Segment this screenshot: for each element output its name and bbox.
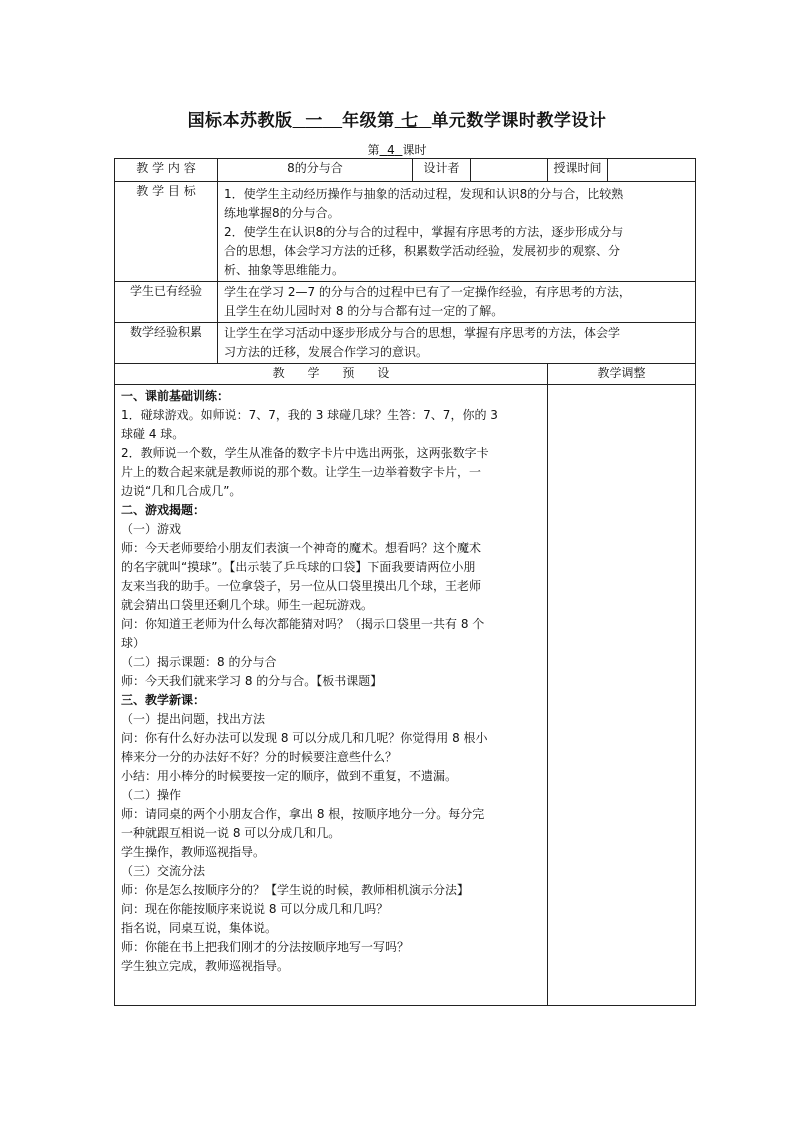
prior-content xyxy=(218,282,696,323)
goals-line: 合的思想，体会学习方法的迁移，积累数学活动经验，发展初步的观察、分 xyxy=(224,244,621,258)
plan-line: 的名字就叫“摸球”。【出示装了乒乓球的口袋】下面我要请两位小朋 xyxy=(121,560,476,574)
title-prefix: 国标本苏教版 xyxy=(187,111,293,131)
plan-line: 球碰 4 球。 xyxy=(121,427,185,441)
plan-section-heading: 三、教学新课： xyxy=(121,693,206,707)
plan-line: 2．教师说一个数，学生从准备的数字卡片中选出两张，这两张数字卡 xyxy=(121,446,489,460)
plan-lines xyxy=(121,387,543,976)
goals-line: 1．使学生主动经历操作与抽象的活动过程，发现和认识8的分与合，比较熟 xyxy=(224,187,624,201)
accum-line: 习方法的迁移，发展合作学习的意识。 xyxy=(224,345,429,359)
prior-row xyxy=(115,282,696,323)
accum-content xyxy=(218,323,696,364)
plan-line: 棒来分一分的办法好不好？分的时候要注意些什么？ xyxy=(121,750,398,764)
plan-line: （一）提出问题，找出方法 xyxy=(121,712,266,726)
plan-line: 一种就跟互相说一说 8 可以分成几和几。 xyxy=(121,826,341,840)
plan-line: 指名说，同桌互说，集体说。 xyxy=(121,921,278,935)
plan-section-heading: 二、游戏揭题： xyxy=(121,503,206,517)
adjustment-content xyxy=(548,385,696,1006)
title-grade: 一 xyxy=(305,111,323,131)
plan-line: 边说“几和几合成几”。 xyxy=(121,484,242,498)
plan-line: 学生独立完成，教师巡视指导。 xyxy=(121,959,290,973)
title-unit: 七 xyxy=(401,111,419,131)
plan-line: （一）游戏 xyxy=(121,522,182,536)
goals-label: 教 学 目 标 xyxy=(115,182,218,282)
time-label: 授课时间 xyxy=(548,159,608,182)
plan-line: 师：你是怎么按顺序分的？【学生说的时候，教师相机演示分法】 xyxy=(121,883,470,897)
designer-label: 设计者 xyxy=(413,159,471,182)
lesson-number: 第 4 课时 xyxy=(367,143,427,157)
plan-line: 友来当我的助手。一位拿袋子，另一位从口袋里摸出几个球，王老师 xyxy=(121,579,482,593)
prior-line: 学生在学习 2—7 的分与合的过程中已有了一定操作经验，有序思考的方法， xyxy=(224,285,631,299)
plan-line: 师：你能在书上把我们刚才的分法按顺序地写一写吗？ xyxy=(121,940,410,954)
prior-line: 且学生在幼儿园时对 8 的分与合都有过一定的了解。 xyxy=(224,304,504,318)
plan-line: 片上的数合起来就是教师说的那个数。让学生一边举着数字卡片，一 xyxy=(121,465,482,479)
plan-line: 学生操作，教师巡视指导。 xyxy=(121,845,266,859)
accum-line: 让学生在学习活动中逐步形成分与合的思想，掌握有序思考的方法，体会学 xyxy=(224,326,621,340)
plan-line: 师：今天老师要给小朋友们表演一个神奇的魔术。想看吗？这个魔术 xyxy=(121,541,482,555)
goals-line: 析、抽象等思维能力。 xyxy=(224,263,345,277)
page-title xyxy=(0,106,794,131)
plan-line: 问：现在你能按顺序来说说 8 可以分成几和几吗？ xyxy=(121,902,389,916)
time-value xyxy=(608,159,696,182)
plan-line: 问：你有什么好办法可以发现 8 可以分成几和几呢？你觉得用 8 根小 xyxy=(121,731,488,745)
plan-header-row xyxy=(115,364,696,385)
designer-value xyxy=(471,159,548,182)
plan-line: （二）操作 xyxy=(121,788,182,802)
plan-line: 师：请同桌的两个小朋友合作，拿出 8 根，按顺序地分一分。每分完 xyxy=(121,807,485,821)
plan-line: 就会猜出口袋里还剩几个球。师生一起玩游戏。 xyxy=(121,598,374,612)
plan-header-right: 教学调整 xyxy=(548,364,696,385)
title-suffix: 单元数学课时教学设计 xyxy=(431,111,607,131)
goals-row xyxy=(115,182,696,282)
plan-section-heading: 一、课前基础训练： xyxy=(121,389,230,403)
plan-row xyxy=(115,385,696,1006)
plan-line: 小结：用小棒分的时候要按一定的顺序，做到不重复，不遗漏。 xyxy=(121,769,458,783)
plan-line: 球） xyxy=(121,636,146,650)
plan-header-left: 教 学 预 设 xyxy=(115,364,548,385)
plan-line: 问：你知道王老师为什么每次都能猜对吗？（揭示口袋里一共有 8 个 xyxy=(121,617,485,631)
plan-line: （三）交流分法 xyxy=(121,864,206,878)
goals-content xyxy=(218,182,696,282)
prior-label: 学生已有经验 xyxy=(115,282,218,323)
title-mid: 年级第 xyxy=(342,111,395,131)
accum-label: 数学经验积累 xyxy=(115,323,218,364)
plan-content xyxy=(115,385,548,1006)
plan-line: 师：今天我们就来学习 8 的分与合。【板书课题】 xyxy=(121,674,383,688)
content-value: 8的分与合 xyxy=(218,159,413,182)
accum-row xyxy=(115,323,696,364)
goals-line: 练地掌握8的分与合。 xyxy=(224,206,340,220)
lesson-plan-table xyxy=(114,158,696,1006)
lesson-number-value: 4 xyxy=(387,143,395,157)
goals-line: 2．使学生在认识8的分与合的过程中，掌握有序思考的方法，逐步形成分与 xyxy=(224,225,624,239)
plan-line: （二）揭示课题：8 的分与合 xyxy=(121,655,277,669)
content-label: 教 学 内 容 xyxy=(115,159,218,182)
header-row xyxy=(115,159,696,182)
plan-line: 1．碰球游戏。如师说：7、7，我的 3 球碰几球？生答：7、7，你的 3 xyxy=(121,408,498,422)
